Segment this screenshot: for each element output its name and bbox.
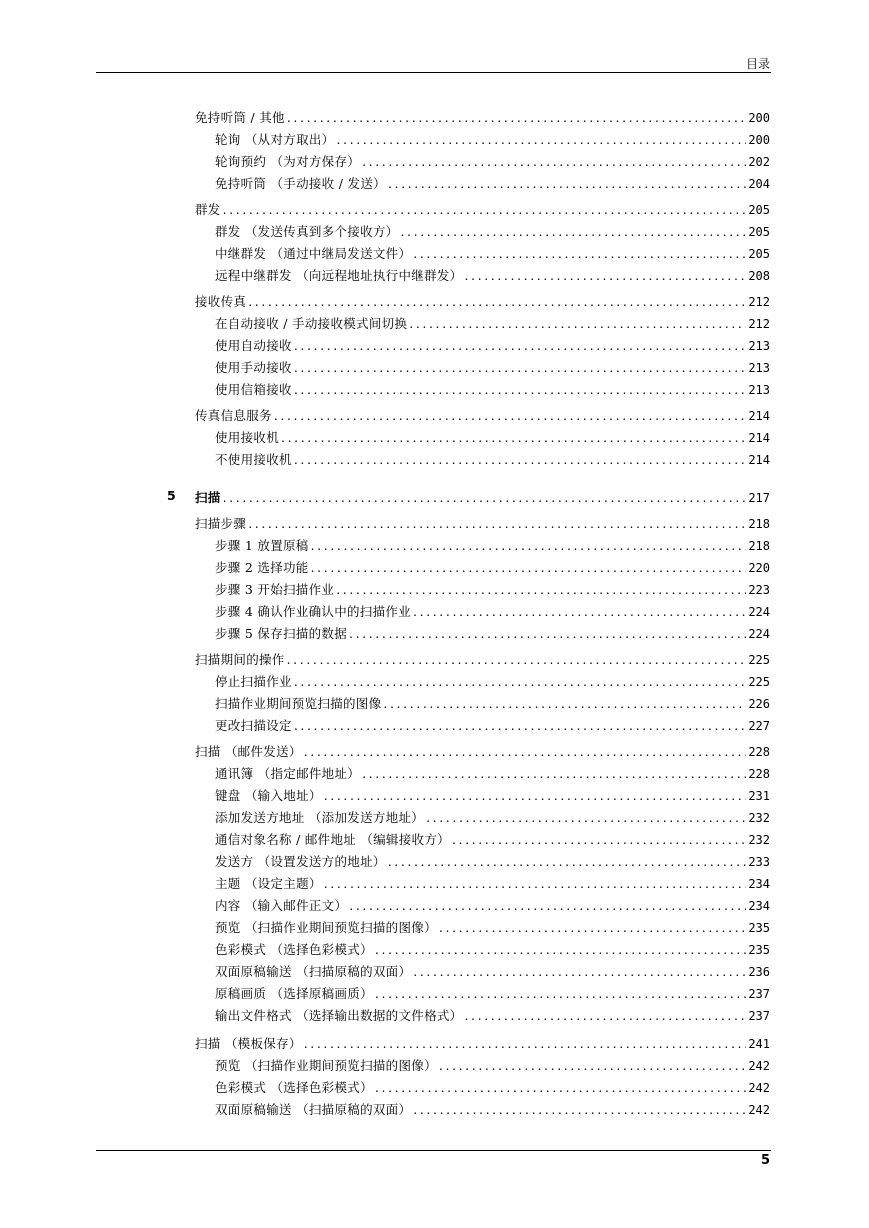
toc-subsection-entry[interactable] [215,806,770,826]
toc-subsection-entry[interactable] [215,220,770,240]
toc-subsection-entry[interactable] [215,128,770,148]
toc-entry-page: 242 [748,1059,770,1073]
toc-entry-title: 步骤 1 放置原稿 [215,538,309,553]
dot-leader [324,788,747,804]
dot-leader [223,202,747,218]
toc-entry-page: 204 [748,177,770,191]
toc-subsection-entry[interactable] [215,312,770,332]
dot-leader [349,626,746,642]
dot-leader [294,452,747,468]
toc-subsection-entry[interactable] [215,150,770,170]
toc-entry-page: 218 [748,539,770,553]
toc-entry-title: 停止扫描作业 [215,674,292,689]
toc-subsection-entry[interactable] [215,1004,770,1024]
toc-subsection-entry[interactable] [215,426,770,446]
toc-entry-page: 234 [748,877,770,891]
toc-section-entry[interactable] [195,1032,770,1052]
dot-leader [400,224,746,240]
toc-section-entry[interactable] [195,290,770,310]
toc-section-entry[interactable] [195,198,770,218]
dot-leader [304,1036,747,1052]
toc-subsection-entry[interactable] [215,1076,770,1096]
toc-entry-title: 步骤 5 保存扫描的数据 [215,626,347,641]
toc-entry-title: 扫描步骤 [195,516,247,531]
toc-subsection-entry[interactable] [215,334,770,354]
toc-entry-title: 输出文件格式 （选择输出数据的文件格式） [215,1008,463,1023]
toc-entry-page: 205 [748,203,770,217]
toc-entry-title: 内容 （输入邮件正文） [215,898,348,913]
toc-entry-title: 发送方 （设置发送方的地址） [215,854,386,869]
toc-entry-title: 步骤 3 开始扫描作业 [215,582,335,597]
toc-entry-title: 使用接收机 [215,430,280,445]
toc-entry-page: 226 [748,697,770,711]
toc-subsection-entry[interactable] [215,850,770,870]
toc-entry-title: 中继群发 （通过中继局发送文件） [215,246,412,261]
toc-subsection-entry[interactable] [215,960,770,980]
toc-section-entry[interactable] [195,106,770,126]
toc-subsection-entry[interactable] [215,784,770,804]
toc-entry-title: 扫描作业期间预览扫描的图像 [215,696,382,711]
dot-leader [294,382,747,398]
toc-entry-page: 235 [748,943,770,957]
toc-entry-title: 轮询 （从对方取出） [215,132,335,147]
dot-leader [362,154,746,170]
toc-subsection-entry[interactable] [215,938,770,958]
toc-entry-page: 212 [748,317,770,331]
toc-subsection-entry[interactable] [215,714,770,734]
dot-leader [413,964,746,980]
toc-subsection-entry[interactable] [215,534,770,554]
toc-entry-page: 225 [748,675,770,689]
toc-section-entry[interactable] [195,512,770,532]
toc-entry-page: 242 [748,1103,770,1117]
dot-leader [388,854,747,870]
toc-entry-page: 200 [748,133,770,147]
toc-entry-title: 主题 （设定主题） [215,876,322,891]
dot-leader [413,1102,746,1118]
dot-leader [281,430,746,446]
dot-leader [287,110,746,126]
dot-leader [409,316,746,332]
toc-entry-page: 214 [748,453,770,467]
toc-entry-title: 色彩模式 （选择色彩模式） [215,1080,373,1095]
toc-entry-page: 237 [748,987,770,1001]
toc-subsection-entry[interactable] [215,1054,770,1074]
toc-subsection-entry[interactable] [215,578,770,598]
dot-leader [426,810,746,826]
toc-subsection-entry[interactable] [215,172,770,192]
toc-entry-title: 群发 （发送传真到多个接收方） [215,224,399,239]
dot-leader [375,1080,746,1096]
dot-leader [304,744,747,760]
toc-entry-page: 212 [748,295,770,309]
toc-entry-page: 217 [748,491,770,505]
toc-entry-page: 214 [748,409,770,423]
toc-entry-page: 242 [748,1081,770,1095]
toc-entry-title: 免持听筒 / 其他 [195,110,285,125]
toc-entry-page: 218 [748,517,770,531]
toc-entry-title: 使用信箱接收 [215,382,292,397]
toc-subsection-entry[interactable] [215,692,770,712]
dot-leader [388,176,746,192]
toc-subsection-entry[interactable] [215,600,770,620]
toc-entry-title: 在自动接收 / 手动接收模式间切换 [215,316,408,331]
toc-entry-title: 添加发送方地址 （添加发送方地址） [215,810,425,825]
toc-entry-title: 预览 （扫描作业期间预览扫描的图像） [215,920,437,935]
toc-subsection-entry[interactable] [215,356,770,376]
dot-leader [464,268,746,284]
toc-entry-title: 接收传真 [195,294,247,309]
page-number: 5 [760,1153,770,1168]
toc-entry-title: 色彩模式 （选择色彩模式） [215,942,373,957]
toc-entry-page: 232 [748,833,770,847]
toc-entry-title: 扫描期间的操作 [195,652,285,667]
toc-entry-page: 208 [748,269,770,283]
dot-leader [324,876,747,892]
toc-entry-title: 扫描 [195,490,221,505]
toc-subsection-entry[interactable] [215,242,770,262]
toc-entry-title: 双面原稿输送 （扫描原稿的双面） [215,964,412,979]
toc-entry-title: 使用自动接收 [215,338,292,353]
toc-entry-page: 234 [748,899,770,913]
toc-subsection-entry[interactable] [215,622,770,642]
toc-entry-title: 键盘 （输入地址） [215,788,322,803]
toc-entry-page: 205 [748,225,770,239]
toc-entry-page: 241 [748,1037,770,1051]
toc-entry-page: 220 [748,561,770,575]
dot-leader [294,718,747,734]
toc-entry-page: 223 [748,583,770,597]
toc-entry-page: 228 [748,767,770,781]
dot-leader [362,766,746,782]
dot-leader [223,490,747,506]
toc-entry-page: 228 [748,745,770,759]
running-header-title: 目录 [745,57,770,71]
toc-subsection-entry[interactable] [215,556,770,576]
toc-chapter-entry[interactable] [195,486,770,506]
toc-entry-title: 双面原稿输送 （扫描原稿的双面） [215,1102,412,1117]
toc-subsection-entry[interactable] [215,448,770,468]
toc-entry-title: 通信对象名称 / 邮件地址 （编辑接收方） [215,832,450,847]
dot-leader [383,696,746,712]
toc-section-entry[interactable] [195,404,770,424]
toc-entry-page: 236 [748,965,770,979]
toc-entry-page: 225 [748,653,770,667]
toc-subsection-entry[interactable] [215,670,770,690]
dot-leader [413,246,746,262]
dot-leader [294,360,747,376]
dot-leader [439,920,746,936]
toc-entry-title: 扫描 （模板保存） [195,1036,302,1051]
toc-entry-page: 227 [748,719,770,733]
dot-leader [287,652,747,668]
toc-entry-page: 231 [748,789,770,803]
dot-leader [274,408,747,424]
toc-subsection-entry[interactable] [215,1098,770,1118]
toc-entry-title: 远程中继群发 （向远程地址执行中继群发） [215,268,463,283]
toc-entry-title: 原稿画质 （选择原稿画质） [215,986,373,1001]
toc-entry-page: 235 [748,921,770,935]
toc-entry-title: 传真信息服务 [195,408,272,423]
dot-leader [311,538,747,554]
toc-entry-title: 免持听筒 （手动接收 / 发送） [215,176,386,191]
toc-entry-page: 213 [748,383,770,397]
toc-entry-page: 224 [748,605,770,619]
dot-leader [294,674,747,690]
toc-entry-page: 213 [748,339,770,353]
toc-subsection-entry[interactable] [215,762,770,782]
toc-subsection-entry[interactable] [215,378,770,398]
toc-subsection-entry[interactable] [215,916,770,936]
toc-subsection-entry[interactable] [215,872,770,892]
dot-leader [452,832,746,848]
chapter-number: 5 [167,488,176,503]
toc-entry-page: 237 [748,1009,770,1023]
toc-entry-page: 205 [748,247,770,261]
toc-entry-page: 213 [748,361,770,375]
dot-leader [413,604,746,620]
dot-leader [336,132,746,148]
toc-section-entry[interactable] [195,740,770,760]
toc-subsection-entry[interactable] [215,894,770,914]
toc-entry-title: 不使用接收机 [215,452,292,467]
toc-entry-title: 使用手动接收 [215,360,292,375]
dot-leader [294,338,747,354]
toc-entry-page: 224 [748,627,770,641]
dot-leader [248,294,746,310]
toc-section-entry[interactable] [195,648,770,668]
toc-entry-page: 214 [748,431,770,445]
toc-entry-title: 通讯簿 （指定邮件地址） [215,766,361,781]
toc-entry-title: 群发 [195,202,221,217]
toc-subsection-entry[interactable] [215,828,770,848]
dot-leader [439,1058,746,1074]
toc-entry-page: 232 [748,811,770,825]
toc-entry-page: 202 [748,155,770,169]
dot-leader [336,582,746,598]
toc-entry-page: 233 [748,855,770,869]
toc-entry-title: 步骤 2 选择功能 [215,560,309,575]
toc-subsection-entry[interactable] [215,264,770,284]
toc-entry-title: 轮询预约 （为对方保存） [215,154,361,169]
header-rule [96,72,771,73]
dot-leader [349,898,746,914]
dot-leader [464,1008,746,1024]
dot-leader [248,516,746,532]
toc-entry-title: 预览 （扫描作业期间预览扫描的图像） [215,1058,437,1073]
toc-subsection-entry[interactable] [215,982,770,1002]
dot-leader [311,560,747,576]
dot-leader [375,942,746,958]
toc-entry-title: 扫描 （邮件发送） [195,744,302,759]
dot-leader [375,986,746,1002]
toc-entry-page: 200 [748,111,770,125]
footer-rule [96,1150,771,1151]
toc-entry-title: 更改扫描设定 [215,718,292,733]
toc-entry-title: 步骤 4 确认作业确认中的扫描作业 [215,604,412,619]
